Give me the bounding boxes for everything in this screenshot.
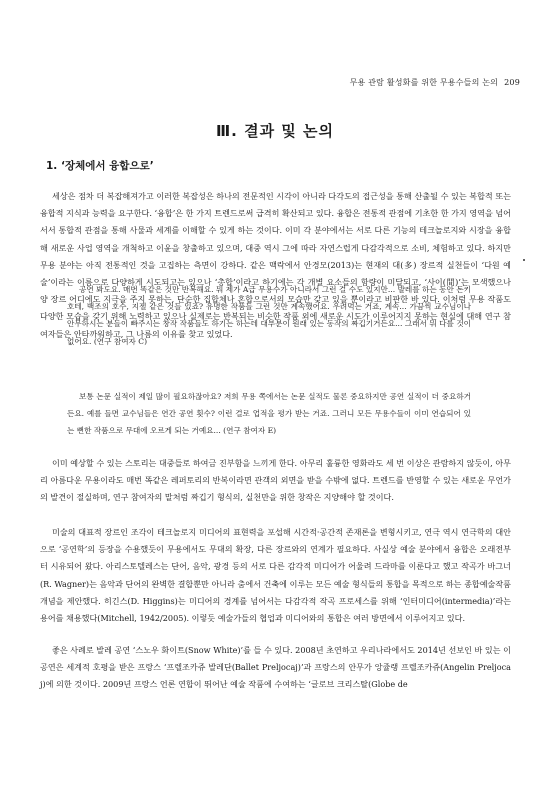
body-paragraph-1: 세상은 점차 더 복잡해져가고 이러한 복잡성은 하나의 전문적인 시각이 아니라 다각도의 접근성을 통해 산출될 수 있는 복합적 또는 융합적 지식과 능력을 요구한다. ‘융합’은 한 가지 트렌드로써 급격히 확산되고 있다. 융합은 전통적 관점에 기초한 한 가지 영역을 넘어서서 통합적 관점을 통해 사물과 세계를 이해할 수 있게 하는 것이다. 이미 각 분야에서는 서로 다른 기능의 테크놀로지와 시장을 융합해 새로운 사업 영역을 개척하고 이윤을 창출하고 있으며, 대중 역시 그에 따라 자연스럽게 다감각적으로 소비, 체험하고 있다. 하지만 무용 분야는 아직 전통적인 것을 고집하는 측면이 강하다. 같은 맥락에서 안경모(2013)는 현재의 대(多) 장르적 실천들이 ‘다원 예술’이라는 이름으로 다양하게 시도되고는 있으나 ‘총합’이라고 하기에는 각 개별 요소들의 함량이 미달되고, ‘사이(間)’는 모색했으나 양 장르 어디에도 지극을 주지 못하는, 단순한 집합체나 혼합으로서의 모습만 갖고 있을 뿐이라고 비판한 바 있다. 이처럼 무용 작품도 다양한 모습을 갖기 위해 노력하고 있으나 실제로는 반복되는 비슷한 작품 외에 새로운 시도가 이루어지지 못하는 현실에 대해 연구 참여자들은 안타까워하고, 그 나름의 이유를 찾고 있었다. — [40, 191, 511, 339]
page-number: 209 — [504, 78, 520, 87]
subsection-title: 1. ‘장체에서 융합으로’ — [46, 160, 154, 172]
body-paragraph-2: 이미 예상할 수 있는 스토리는 대중들로 하여금 진부함을 느끼게 한다. 아무리 훌륭한 영화라도 세 번 이상은 관람하지 않듯이, 아무리 아름다운 무용이라도 매번 똑같은 레퍼토리의 반복이라면 관객의 외면을 받을 수밖에 없다. 트렌드를 반영할 수 있는 새로운 무언가의 발견이 절실하며, 연구 참여자의 말처럼 짜깁기 형식의, 실천만을 위한 창작은 지양해야 할 것이다. — [40, 458, 511, 503]
running-title: 무용 관람 활성화를 위한 무용수들의 논의 — [349, 78, 499, 87]
margin-mark — [523, 259, 525, 261]
interview-quote-1: 공연 봐도요. 매번 똑같은 것만 반복해요. 뭐 제가 A급 무용수가 아니라서 그런 걸 수도 있지만... 발레를 하는 동안 돈키호테, 백조의 호수, 지젤 같은 것들 있죠? 유명한 작품들 그런 것만 계속했어요. 우려먹는 거죠, 계속... 가끔씩 교수님이나 안무하시는 분들이 빠주시는 창작 작품들도 하기는 하는데 대부분이 원래 있는 동작의 짜깁기거든요... 그래서 뭐 다를 것이 없어요. (연구 참여자 C) — [67, 285, 471, 346]
body-paragraph-4: 좋은 사례로 발레 공연 ‘스노우 화이트(Snow White)’를 들 수 있다. 2008년 초연하고 우리나라에서도 2014년 선보인 바 있는 이 공연은 세계적 호평을 받은 프랑스 ‘프렐조카쥬 발레단(Ballet Preljocaj)’과 프랑스의 안무가 앙쥴랭 프렐조카쥬(Angelin Preljocaj)에 의한 것이다. 2009년 프랑스 언론 연합이 뛰어난 예술 작품에 수여하는 ‘글로브 크리스탈(Globe de — [40, 645, 511, 690]
body-paragraph-3: 미술의 대표적 장르인 조각이 테크놀로지 미디어의 표현력을 포섭해 시간적·공간적 존재론을 변형시키고, 연극 역시 연극학의 대안으로 ‘공연학’의 등장을 수용했듯이 무용에서도 무대의 확장, 다른 장르와의 연계가 필요하다. 사실상 예술 분야에서 융합은 오래전부터 시유되어 왔다. 아리스토텔레스는 단어, 음악, 광경 등의 서로 다른 감각적 미디어가 어울려 드라마를 이룬다고 했고 작곡가 바그너(R. Wagner)는 음악과 단어의 완벽한 결합뿐만 아니라 춤에서 건축에 이루는 모든 예술 형식들의 통합을 목적으로 하는 종합예술작품 개념을 제안했다. 히긴스(D. Higgins)는 미디어의 경계를 넘어서는 다감각적 작곡 프로세스를 위해 ‘인터미디어(intermedia)’라는 용어를 채용했다(Mitchell, 1942/2005). 이렇듯 예술가들의 협업과 미디어와의 통합은 여러 방면에서 이루어지고 있다. — [40, 527, 511, 624]
section-title: Ⅲ. 결과 및 논의 — [216, 122, 334, 140]
running-header — [350, 77, 520, 88]
interview-quote-2: 보통 논문 실적이 제일 많이 필요하잖아요? 저희 무용 쪽에서는 논문 실적도 물론 중요하지만 공연 실적이 더 중요하거든요. 예를 들면 교수님들은 연간 공연 횟수? 이런 걸로 업적을 평가 받는 거죠. 그러니 모든 무용수들이 이미 연습되어 있는 뻔한 작품으로 무대에 오르게 되는 거예요... (연구 참여자 E) — [67, 392, 471, 436]
